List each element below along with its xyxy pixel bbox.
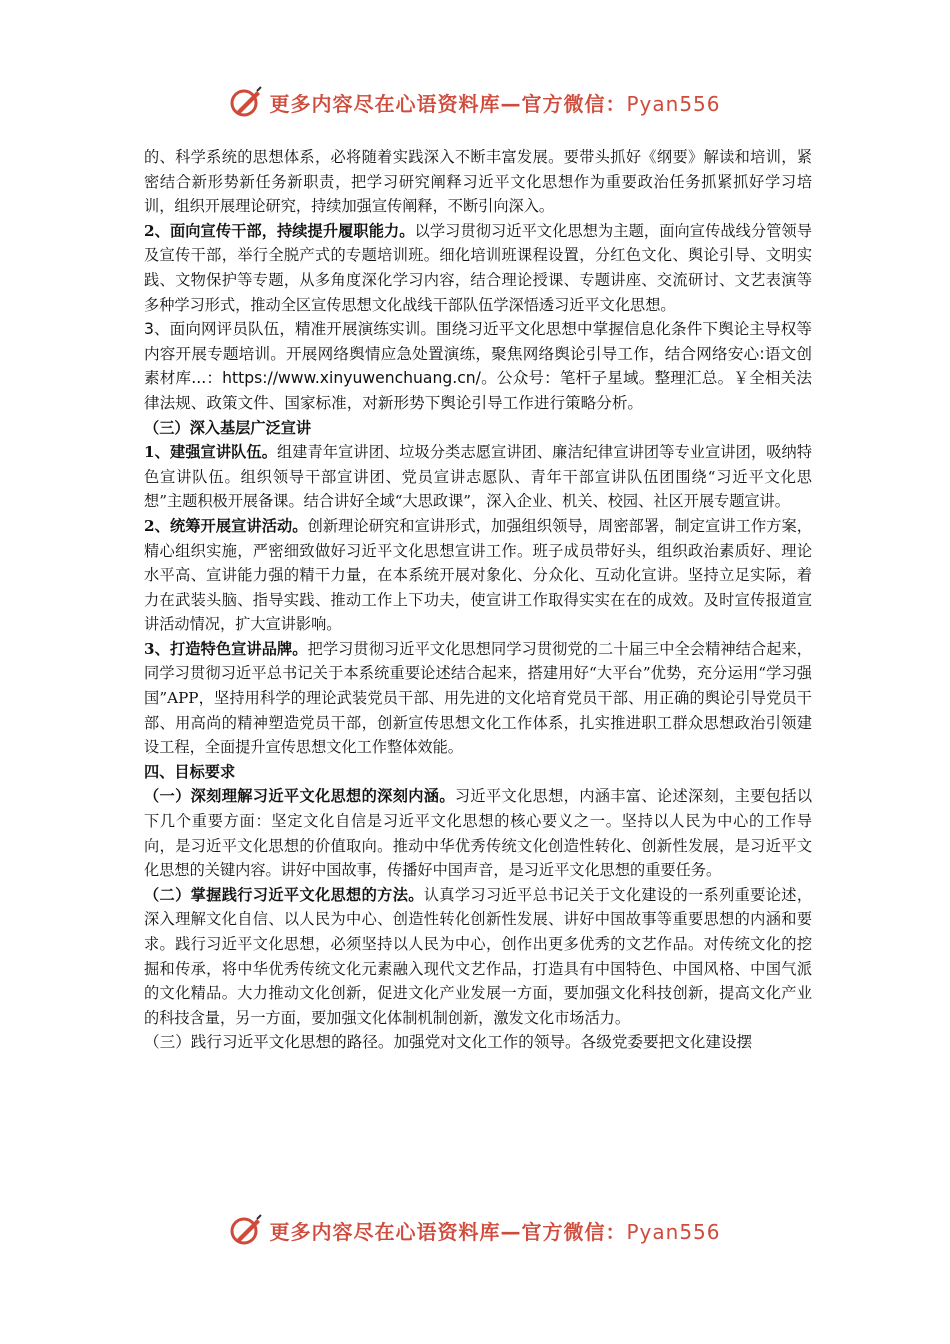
section-heading: （三）深入基层广泛宣讲 [144,418,312,437]
footer-banner [0,1210,950,1250]
banner-text: 更多内容尽在心语资料库—官方微信：Pyan556 [269,91,721,116]
paragraph: （二）掌握践行习近平文化思想的方法。认真学习习近平总书记关于文化建设的一系列重要论述，深入理解文化自信、以人民为中心、创造性转化创新性发展、讲好中国故事等重要思想的内涵和要求。践行习近平文化思想，必须坚持以人民为中心，创作出更多优秀的文艺作品。对传统文化的挖掘和传承，将中华优秀传统文化元素融入现代文艺作品，打造具有中国特色、中国风格、中国气派的文化精品。大力推动文化创新，促进文化产业发展一方面，要加强文化科技创新，提高文化产业的科技含量，另一方面，要加强文化体制机制创新，激发文化市场活力。 [144,885,813,1027]
wechat-id: Pyan556 [626,91,721,116]
section-heading: 四、目标要求 [144,762,236,781]
paragraph: （一）深刻理解习近平文化思想的深刻内涵。习近平文化思想，内涵丰富、论述深刻，主要包括以下几个重要方面：坚定文化自信是习近平文化思想的核心要义之一。坚持以人民为中心的工作导向，是习近平文化思想的价值取向。推动中华优秀传统文化创造性转化、创新性发展，是习近平文化思想的关键内容。讲好中国故事，传播好中国声音，是习近平文化思想的重要任务。 [144,787,813,880]
paragraph: 1、建强宣讲队伍。组建青年宣讲团、垃圾分类志愿宣讲团、廉洁纪律宣讲团等专业宣讲团，吸纳特色宣讲队伍。组织领导干部宣讲团、党员宣讲志愿队、青年干部宣讲队伍团围绕“习近平文化思想”主题积极开展备课。结合讲好全域“大思政课”，深入企业、机关、校园、社区开展专题宣讲。 [144,443,812,511]
paragraph: 3、打造特色宣讲品牌。把学习贯彻习近平文化思想同学习贯彻党的二十届三中全会精神结合起来，同学习贯彻习近平总书记关于本系统重要论述结合起来，搭建用好“大平台”优势，充分运用“学习强国”APP，坚持用科学的理论武装党员干部、用先进的文化培育党员干部、用正确的舆论引导党员干部、用高尚的精神塑造党员干部，创新宣传思想文化工作体系，扎实推进职工群众思想政治引领建设工程，全面提升宣传思想文化工作整体效能。 [144,639,812,757]
paragraph: （三）践行习近平文化思想的路径。加强党对文化工作的领导。各级党委要把文化建设摆 [144,1033,753,1052]
wechat-id: Pyan556 [626,1219,721,1244]
document-body [144,145,812,1055]
header-banner [0,82,950,122]
paragraph: 2、统筹开展宣讲活动。创新理论研究和宣讲形式，加强组织领导，周密部署，制定宣讲工作方案，精心组织实施，严密细致做好习近平文化思想宣讲工作。班子成员带好头，组织政治素质好、理论水平高、宣讲能力强的精干力量，在本系统开展对象化、分众化、互动化宣讲。坚持立足实际，着力在武装头脑、指导实践、推动工作上下功夫，使宣讲工作取得实实在在的成效。及时宣传报道宣讲活动情况，扩大宣讲影响。 [144,516,812,634]
pen-logo-icon [229,1213,263,1247]
paragraph: 3、面向网评员队伍，精准开展演练实训。围绕习近平文化思想中掌握信息化条件下舆论主导权等内容开展专题培训。开展网络舆情应急处置演练，聚焦网络舆论引导工作，结合网络安心:语文创素材库...：https://www.xinyuwenchuang.cn/。公众号：笔杆子星域。整理汇总。￥全相关法律法规、政策文件、国家标准，对新形势下舆论引导工作进行策略分析。 [144,320,812,412]
banner-text: 更多内容尽在心语资料库—官方微信：Pyan556 [269,1219,721,1244]
paragraph: 2、面向宣传干部，持续提升履职能力。以学习贯彻习近平文化思想为主题，面向宣传战线分管领导及宣传干部，举行全脱产式的专题培训班。细化培训班课程设置，分红色文化、舆论引导、文明实践、文物保护等专题，从多角度深化学习内容，结合理论授课、专题讲座、交流研讨、文艺表演等多种学习形式，推动全区宣传思想文化战线干部队伍学深悟透习近平文化思想。 [144,221,813,314]
paragraph: 的、科学系统的思想体系，必将随着实践深入不断丰富发展。要带头抓好《纲要》解读和培训，紧密结合新形势新任务新职责，把学习研究阐释习近平文化思想作为重要政治任务抓紧抓好学习培训，组织开展理论研究，持续加强宣传阐释，不断引向深入。 [144,148,812,216]
pen-logo-icon [229,85,263,119]
